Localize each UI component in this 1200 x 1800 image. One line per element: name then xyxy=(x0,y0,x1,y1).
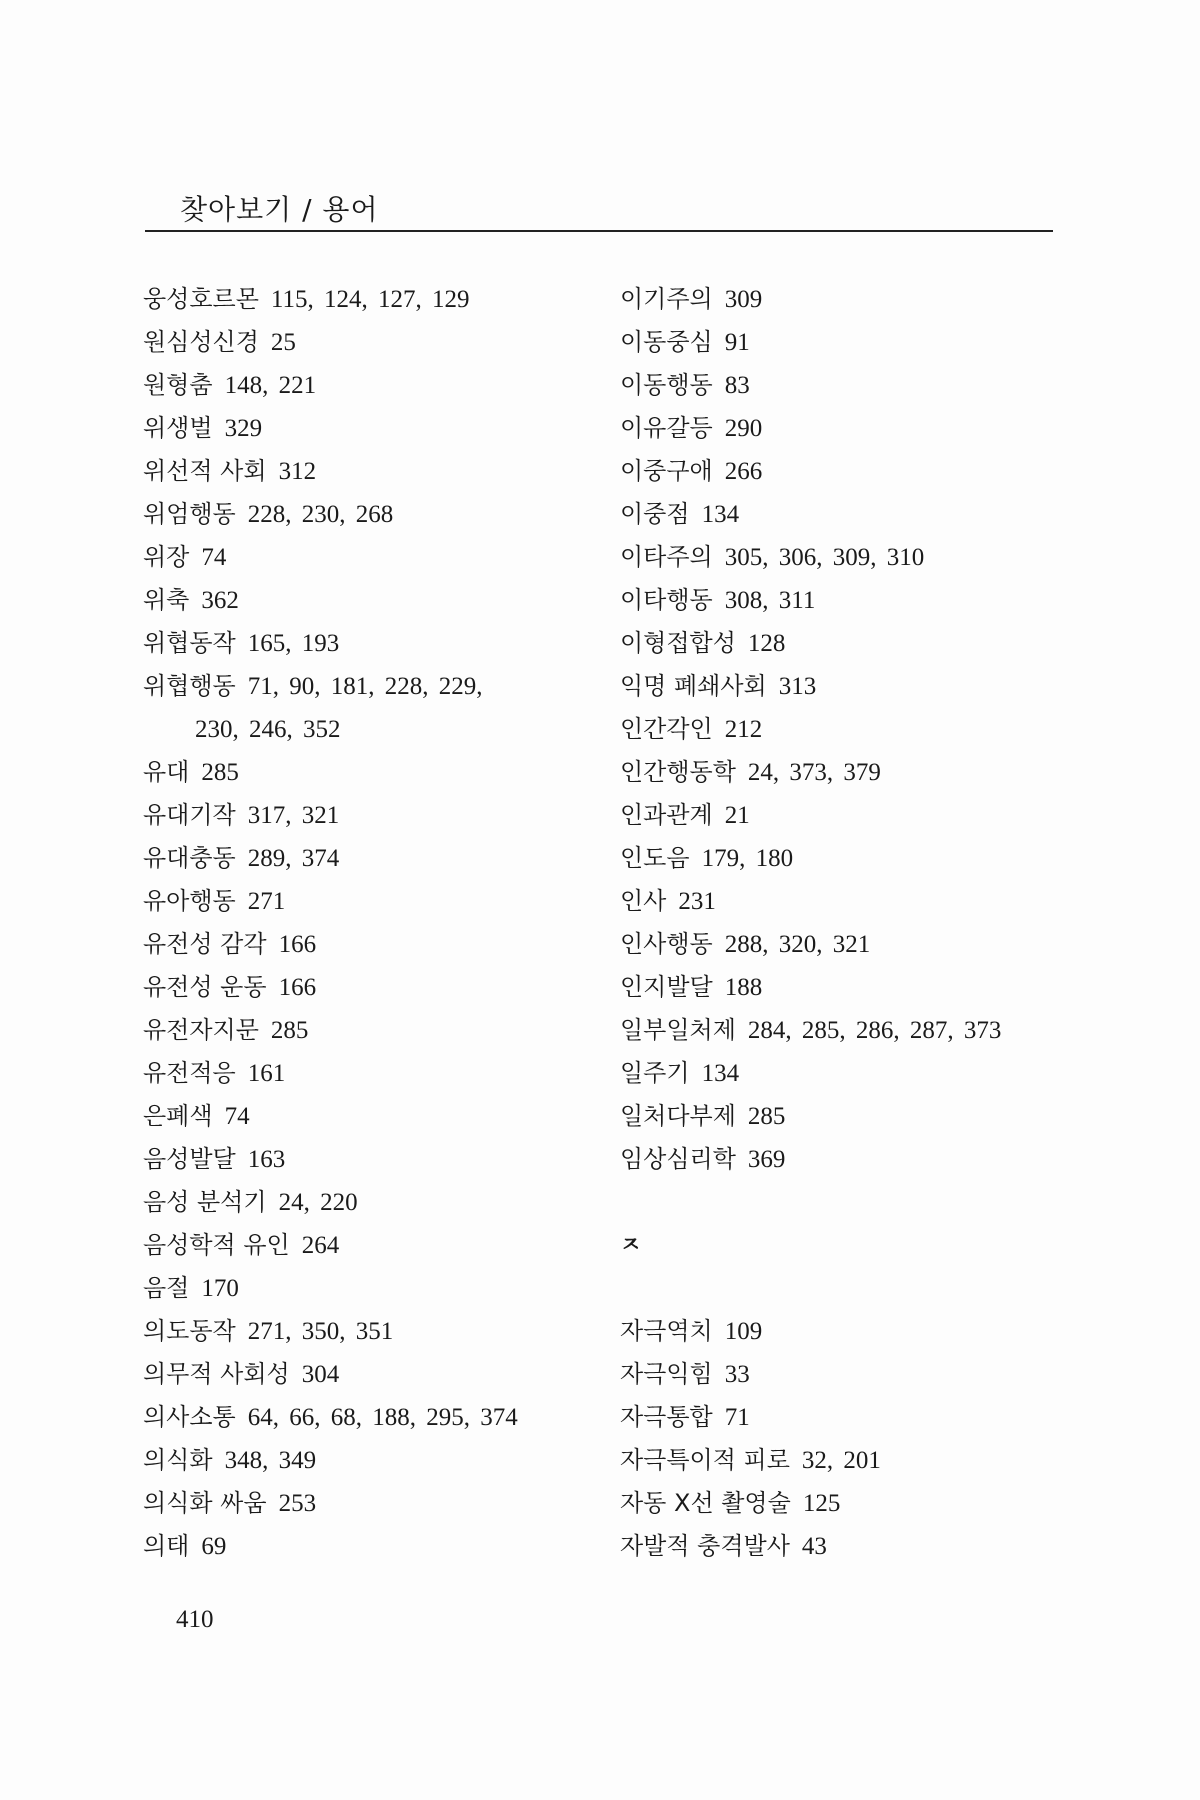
index-term: 유대기작 xyxy=(143,801,236,829)
index-pages: 91 xyxy=(724,329,750,356)
index-term: 위생벌 xyxy=(143,414,213,442)
index-entry xyxy=(620,1310,1070,1353)
index-term: 이유갈등 xyxy=(620,414,713,442)
index-entry-continuation xyxy=(143,708,603,751)
index-term: 자극통합 xyxy=(620,1403,713,1431)
index-term: 자극특이적 피로 xyxy=(620,1446,790,1474)
index-entry xyxy=(620,794,1070,837)
index-pages: 305, 306, 309, 310 xyxy=(724,544,925,571)
index-term: 이동중심 xyxy=(620,328,713,356)
index-term: 음성학적 유인 xyxy=(143,1231,290,1259)
index-pages: 71, 90, 181, 228, 229, xyxy=(247,673,483,700)
index-term: 원형춤 xyxy=(143,371,213,399)
index-pages: 166 xyxy=(278,974,317,1001)
index-pages: 313 xyxy=(778,673,817,700)
index-entry xyxy=(620,1439,1070,1482)
index-pages: 71 xyxy=(724,1404,750,1431)
index-term: 웅성호르몬 xyxy=(143,285,259,313)
index-entry xyxy=(620,321,1070,364)
index-entry xyxy=(143,407,603,450)
index-entry xyxy=(143,1224,603,1267)
index-entry xyxy=(143,751,603,794)
index-term: 익명 폐쇄사회 xyxy=(620,672,767,700)
index-pages: 230, 246, 352 xyxy=(195,716,341,743)
index-pages: 312 xyxy=(278,458,317,485)
index-entry xyxy=(620,579,1070,622)
index-entry xyxy=(620,1482,1070,1525)
index-term: 이중구애 xyxy=(620,457,713,485)
index-term: 이동행동 xyxy=(620,371,713,399)
index-term: 유아행동 xyxy=(143,887,236,915)
index-term: 일처다부제 xyxy=(620,1102,736,1130)
index-pages: 74 xyxy=(224,1103,250,1130)
index-entry xyxy=(143,1009,603,1052)
index-term: 위협동작 xyxy=(143,629,236,657)
index-entry xyxy=(620,923,1070,966)
index-term: 위엄행동 xyxy=(143,500,236,528)
index-term: 유전적응 xyxy=(143,1059,236,1087)
index-pages: 271, 350, 351 xyxy=(247,1318,394,1345)
index-pages: 148, 221 xyxy=(224,372,317,399)
index-pages: 304 xyxy=(301,1361,340,1388)
index-term: 음성 분석기 xyxy=(143,1188,267,1216)
index-entry xyxy=(143,536,603,579)
index-term: 자발적 충격발사 xyxy=(620,1532,790,1560)
index-entry xyxy=(143,1267,603,1310)
index-term: 음절 xyxy=(143,1274,190,1302)
index-term: 이타행동 xyxy=(620,586,713,614)
index-entry xyxy=(143,278,603,321)
index-pages: 69 xyxy=(201,1533,227,1560)
index-entry xyxy=(143,450,603,493)
index-entry xyxy=(143,579,603,622)
index-entry xyxy=(143,794,603,837)
index-entry xyxy=(620,407,1070,450)
index-entry xyxy=(620,837,1070,880)
index-pages: 289, 374 xyxy=(247,845,340,872)
index-term: 인과관계 xyxy=(620,801,713,829)
index-pages: 231 xyxy=(678,888,716,915)
index-entry xyxy=(143,837,603,880)
index-term: 음성발달 xyxy=(143,1145,236,1173)
index-pages: 288, 320, 321 xyxy=(724,931,871,958)
index-column-left xyxy=(143,278,603,1568)
index-entry xyxy=(620,1095,1070,1138)
index-pages: 163 xyxy=(247,1146,286,1173)
index-entry xyxy=(143,1482,603,1525)
index-entry xyxy=(143,1095,603,1138)
index-term: 의무적 사회성 xyxy=(143,1360,290,1388)
index-entry xyxy=(620,493,1070,536)
index-entry xyxy=(143,1310,603,1353)
index-pages: 165, 193 xyxy=(247,630,340,657)
index-entry xyxy=(143,665,603,708)
index-term: 이중점 xyxy=(620,500,690,528)
index-pages: 188 xyxy=(724,974,763,1001)
index-pages: 64, 66, 68, 188, 295, 374 xyxy=(247,1404,518,1431)
index-term: 자극익힘 xyxy=(620,1360,713,1388)
index-term: 유대충동 xyxy=(143,844,236,872)
index-pages: 348, 349 xyxy=(224,1447,317,1474)
index-entry xyxy=(620,364,1070,407)
index-term: 의식화 xyxy=(143,1446,213,1474)
index-entry xyxy=(620,536,1070,579)
index-pages: 134 xyxy=(701,501,740,528)
index-entry xyxy=(620,751,1070,794)
index-pages: 109 xyxy=(724,1318,763,1345)
index-entry xyxy=(143,966,603,1009)
index-pages: 134 xyxy=(701,1060,740,1087)
index-term: 인도음 xyxy=(620,844,690,872)
index-entry xyxy=(620,880,1070,923)
index-pages: 285 xyxy=(201,759,239,786)
spacer xyxy=(620,1181,1070,1224)
index-pages: 285 xyxy=(747,1103,786,1130)
index-pages: 24, 373, 379 xyxy=(747,759,881,786)
index-entry xyxy=(143,923,603,966)
index-entry xyxy=(143,1181,603,1224)
index-pages: 125 xyxy=(802,1490,841,1517)
index-term: 유전성 운동 xyxy=(143,973,267,1001)
index-entry xyxy=(620,1525,1070,1568)
index-pages: 43 xyxy=(801,1533,827,1560)
index-entry xyxy=(620,622,1070,665)
index-pages: 284, 285, 286, 287, 373 xyxy=(747,1017,1002,1044)
index-term: 인지발달 xyxy=(620,973,713,1001)
spacer xyxy=(620,1267,1070,1310)
index-pages: 212 xyxy=(724,716,763,743)
header-rule xyxy=(145,230,1053,232)
index-pages: 285 xyxy=(270,1017,309,1044)
index-term: 이기주의 xyxy=(620,285,713,313)
index-term: 이타주의 xyxy=(620,543,713,571)
index-pages: 362 xyxy=(201,587,239,614)
page-number: 410 xyxy=(176,1606,214,1633)
index-pages: 128 xyxy=(747,630,786,657)
index-term: 위선적 사회 xyxy=(143,457,267,485)
index-pages: 264 xyxy=(301,1232,340,1259)
index-entry xyxy=(143,1525,603,1568)
index-term: 의태 xyxy=(143,1532,190,1560)
index-entry xyxy=(620,665,1070,708)
index-pages: 228, 230, 268 xyxy=(247,501,394,528)
index-entry xyxy=(143,1439,603,1482)
index-pages: 308, 311 xyxy=(724,587,816,614)
index-term: 위축 xyxy=(143,586,190,614)
index-entry xyxy=(143,1396,603,1439)
index-pages: 369 xyxy=(747,1146,786,1173)
index-entry xyxy=(143,1052,603,1095)
index-pages: 24, 220 xyxy=(278,1189,358,1216)
index-term: 의사소통 xyxy=(143,1403,236,1431)
index-column-right xyxy=(620,278,1070,1568)
index-entry xyxy=(620,1353,1070,1396)
index-pages: 329 xyxy=(224,415,263,442)
index-entry xyxy=(620,708,1070,751)
index-term: 인사행동 xyxy=(620,930,713,958)
index-entry xyxy=(620,966,1070,1009)
index-term: 의식화 싸움 xyxy=(143,1489,267,1517)
index-term: 원심성신경 xyxy=(143,328,259,356)
index-entry xyxy=(620,1138,1070,1181)
index-pages: 21 xyxy=(724,802,750,829)
index-pages: 271 xyxy=(247,888,286,915)
index-pages: 290 xyxy=(724,415,763,442)
index-term: 자동 X선 촬영술 xyxy=(620,1489,791,1517)
index-entry xyxy=(620,1009,1070,1052)
index-term: 일부일처제 xyxy=(620,1016,736,1044)
index-entry xyxy=(620,1052,1070,1095)
index-pages: 115, 124, 127, 129 xyxy=(270,286,470,313)
index-entry xyxy=(143,493,603,536)
index-entry xyxy=(620,1396,1070,1439)
index-pages: 266 xyxy=(724,458,763,485)
page-header-title: 찾아보기 / 용어 xyxy=(180,193,379,226)
index-entry xyxy=(143,880,603,923)
index-pages: 161 xyxy=(247,1060,286,1087)
index-pages: 253 xyxy=(278,1490,317,1517)
index-entry xyxy=(620,450,1070,493)
index-pages: 25 xyxy=(270,329,296,356)
index-pages: 83 xyxy=(724,372,750,399)
index-term: 위장 xyxy=(143,543,190,571)
index-term: 이형접합성 xyxy=(620,629,736,657)
index-term: 임상심리학 xyxy=(620,1145,736,1173)
index-term: 의도동작 xyxy=(143,1317,236,1345)
index-entry xyxy=(620,278,1070,321)
section-heading: ㅈ xyxy=(620,1233,642,1258)
index-term: 은폐색 xyxy=(143,1102,213,1130)
index-entry xyxy=(143,364,603,407)
index-pages: 33 xyxy=(724,1361,750,1388)
index-entry xyxy=(143,1353,603,1396)
index-entry xyxy=(143,622,603,665)
index-term: 자극역치 xyxy=(620,1317,713,1345)
index-term: 인간행동학 xyxy=(620,758,736,786)
index-term: 유대 xyxy=(143,758,190,786)
index-pages: 32, 201 xyxy=(801,1447,881,1474)
index-pages: 170 xyxy=(201,1275,239,1302)
index-pages: 309 xyxy=(724,286,763,313)
index-term: 유전자지문 xyxy=(143,1016,259,1044)
index-term: 일주기 xyxy=(620,1059,690,1087)
index-term: 위협행동 xyxy=(143,672,236,700)
index-entry xyxy=(143,1138,603,1181)
index-term: 인간각인 xyxy=(620,715,713,743)
index-pages: 179, 180 xyxy=(701,845,794,872)
index-pages: 74 xyxy=(201,544,227,571)
index-term: 유전성 감각 xyxy=(143,930,267,958)
index-pages: 317, 321 xyxy=(247,802,340,829)
index-entry xyxy=(143,321,603,364)
index-pages: 166 xyxy=(278,931,317,958)
index-term: 인사 xyxy=(620,887,667,915)
